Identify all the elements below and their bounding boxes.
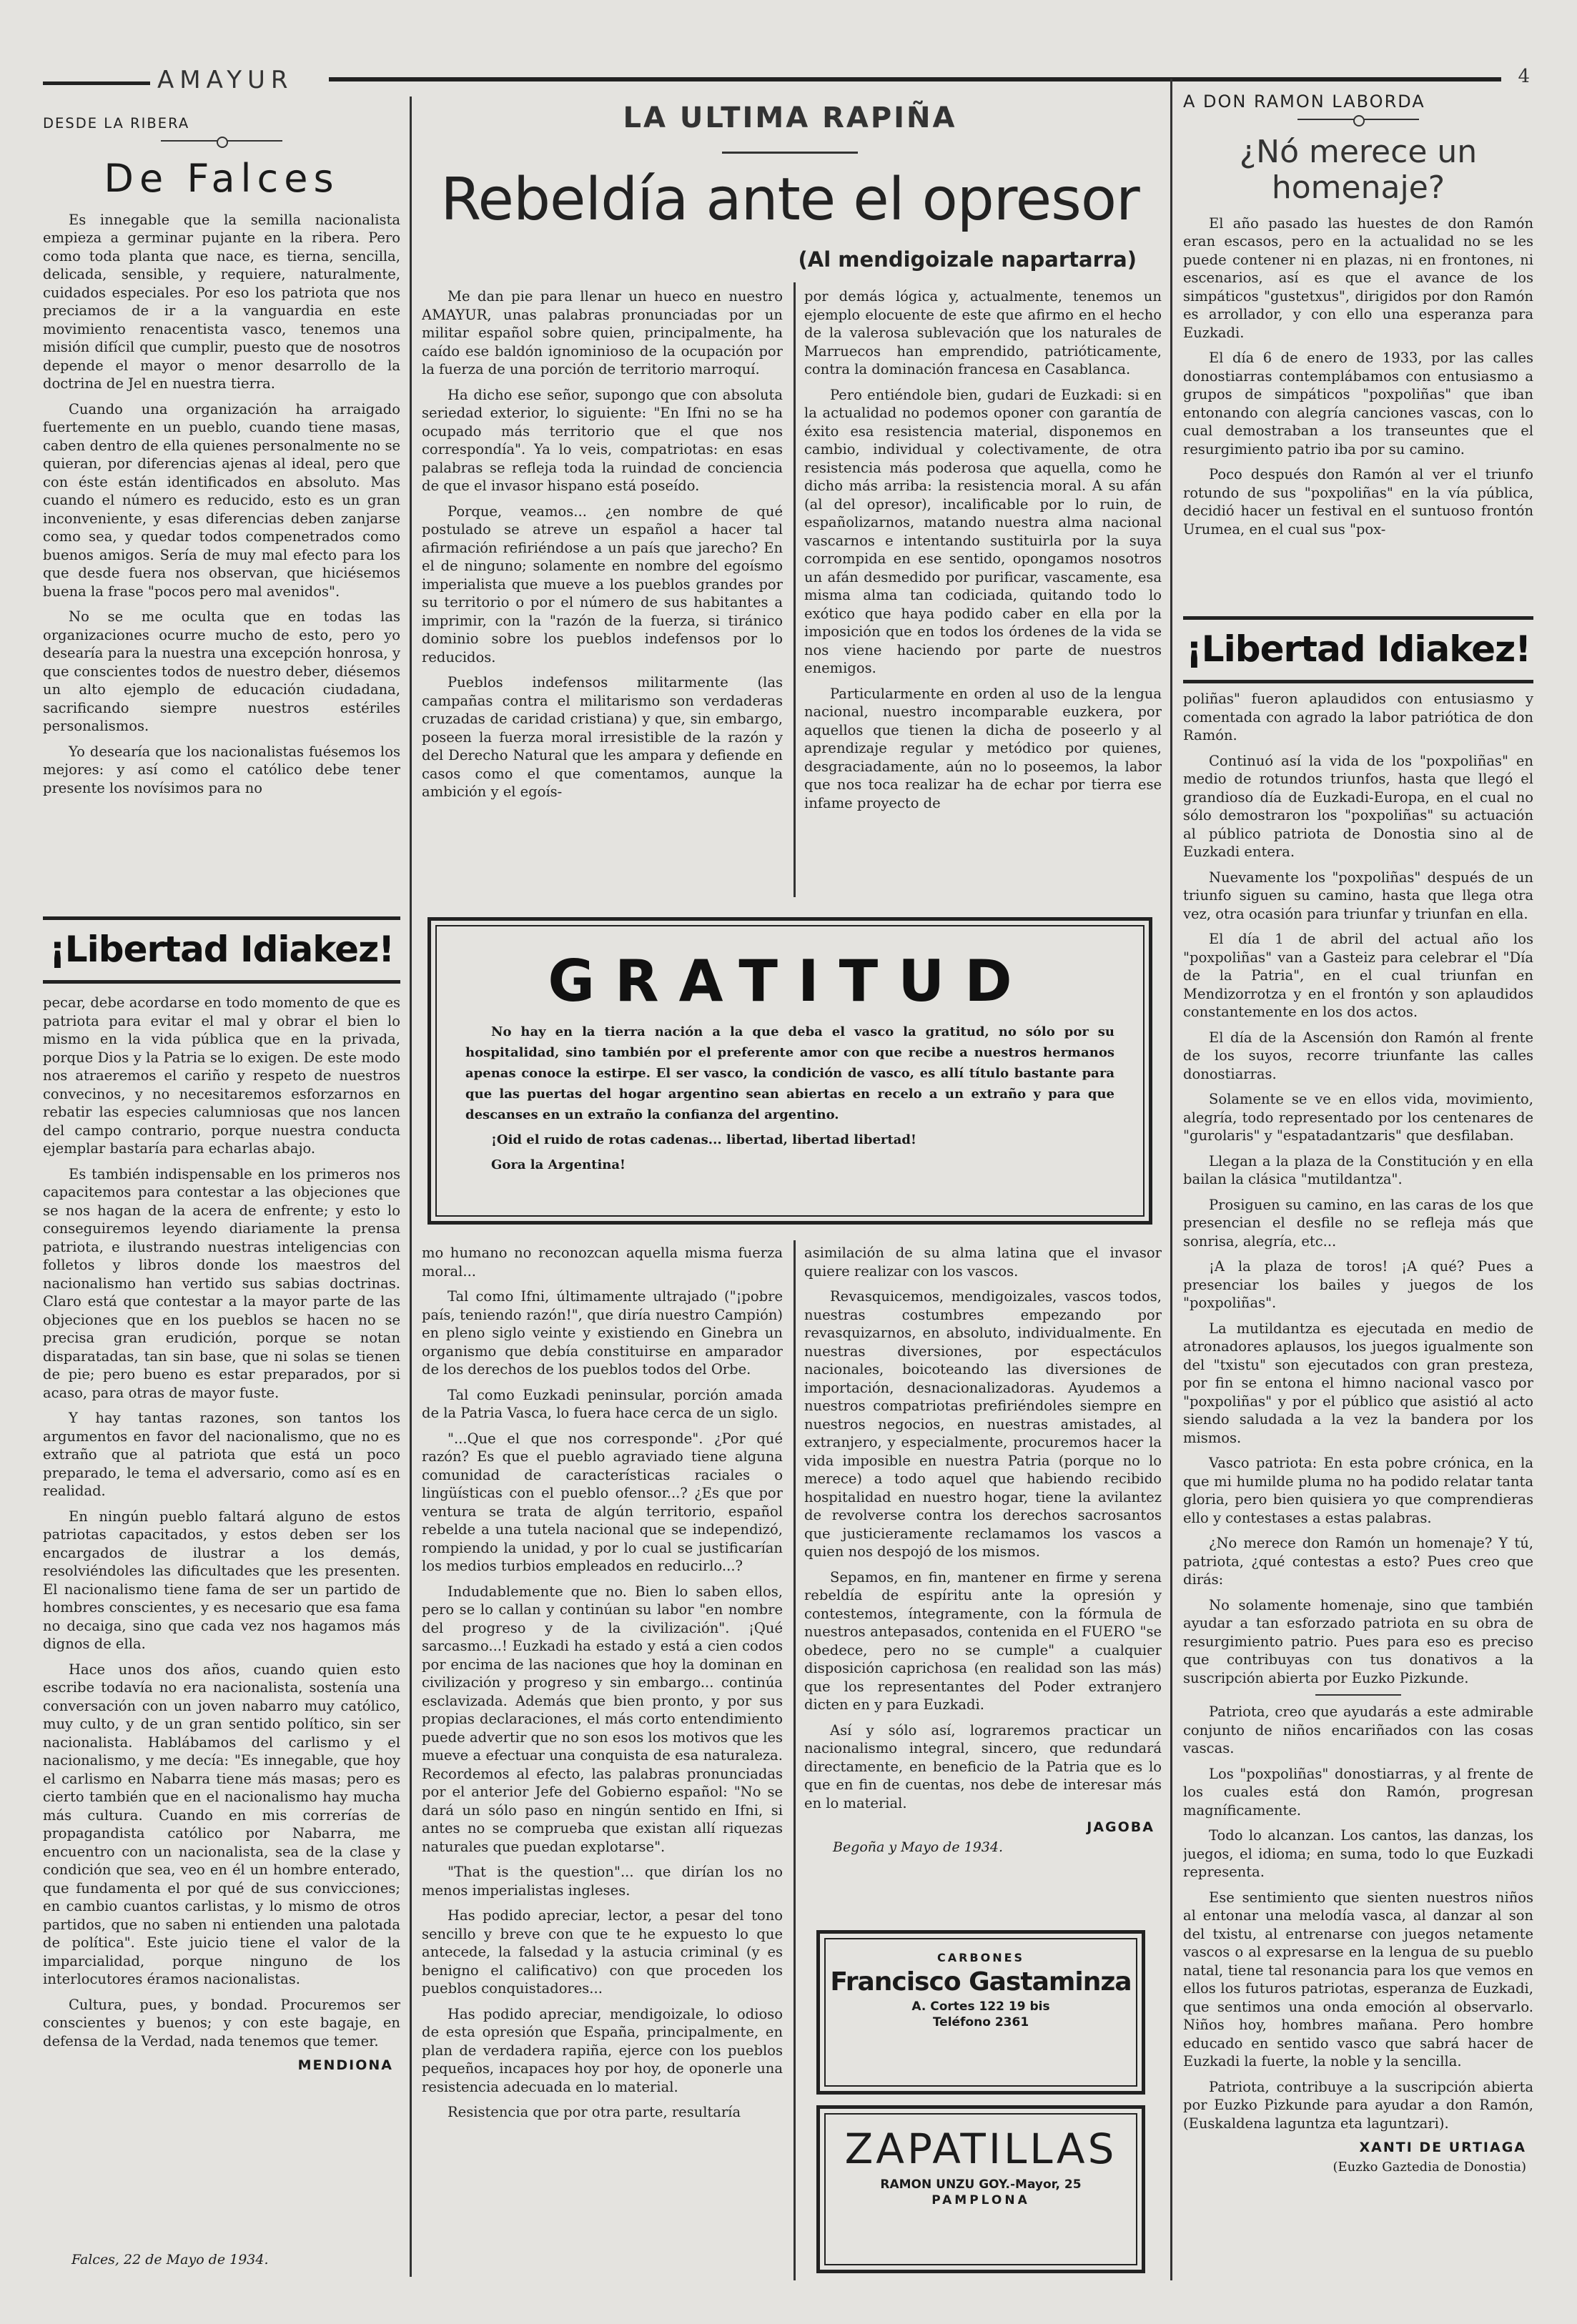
column-rule-1 — [410, 97, 412, 2277]
ad-zapatillas-city: PAMPLONA — [931, 2193, 1030, 2207]
center-kicker-rule — [722, 152, 858, 154]
ad-carbones-frame — [824, 1938, 1137, 2087]
ad-zapatillas-title: ZAPATILLAS — [844, 2125, 1117, 2173]
paragraph: ¡A la plaza de toros! ¡A qué? Pues a presenciar los bailes y juegos de los "poxpoliñas". — [1183, 1258, 1533, 1311]
paragraph: Ha dicho ese señor, supongo que con absoluta seriedad exterior, lo siguiente: "En Ifni no se ha ocupado más territorio que el que nos correspondía". Ya lo veis, compatriotas: en esas palabras se refleja toda la ruindad de conciencia de que el invasor hispano está poseído. — [422, 386, 783, 494]
center-title: Rebeldía ante el opresor — [440, 166, 1140, 234]
paragraph: Así y sólo así, lograremos practicar un nacionalismo integral, sincero, que redundará directamente, en beneficio de la Patria que es lo que en fin de cuentas, nos debe de interesar más en lo material. — [804, 1721, 1162, 1811]
paragraph: Revasquicemos, mendigoizales, vascos todos, nuestras costumbres empezando por revasquizarnos, en absoluto, individualmente. En nuestras diversiones, por espectáculos nacionales, boicoteando las diversiones de importación, desnacionalizadoras. Ayudemos a nuestros compatriotas prefiriéndoles siempre en nuestros negocios, en nuestras amistades, al extranjero, y especialmente, procuremos hacer la vida imposible en nuestra Patria (porque no lo merece) a todo aquel que habiendo recibido hospitalidad en nuestro hogar, tiene la avilantez de revolverse contra los derechos sacrosantos que justicieramente reclamamos los vascos a quien nos despojó de los mismos. — [804, 1288, 1162, 1560]
article-kicker: A DON RAMON LABORDA — [1183, 93, 1425, 112]
center-left-top — [422, 287, 783, 902]
paragraph: El año pasado las huestes de don Ramón eran escasos, pero en la actualidad no se les puede contener ni en plazas, ni en frontones, ni escenarios, así es que el avance de los simpáticos "gustetxus", dirigidos por don Ramón es arrollador, y con ello una esperanza para Euzkadi. — [1183, 214, 1533, 341]
paragraph: poliñas" fueron aplaudidos con entusiasmo y comentada con agrado la labor patriótica de don Ramón. — [1183, 691, 1533, 743]
paragraph: ¿No merece don Ramón un homenaje? Y tú, patriota, ¿qué contestas a esto? Pues creo que dirás: — [1183, 1535, 1533, 1588]
paragraph: No se me oculta que en todas las organizaciones ocurre mucho de esto, pero yo desearía para la nuestra una excepción honrosa, y que conscientes todos de nuestro deber, diésemos un alto ejemplo de educación ciudadana, sacrificando siempre nuestros estériles personalismos. — [43, 608, 400, 734]
paragraph: Patriota, contribuye a la suscripción abierta por Euzko Pizkunde para ayudar a don Ramón, (Euskaldena laguntza eta laguntzari). — [1183, 2078, 1533, 2132]
center-right-top — [804, 287, 1162, 902]
paragraph: Pero entiéndole bien, gudari de Euzkadi: si en la actualidad no podemos oponer con garantía de éxito esa resistencia material, disponemos en cambio, individual y colectivamente, de otra resistencia más poderosa que aquella, como he dicho más arriba: la resistencia moral. A su afán (al del opresor), incalificable por lo ruin, de españolizarnos, matando nuestra alma nacional vascarnos e intentando sustituirla por la suya corrompida en ese sentido, opongamos nosotros un afán desmedido por purificar, vascamente, esa misma alma tan codiciada, quitando todo lo exótico que haya podido caber en ella por la imposición que en todos los órdenes de la vida se nos viene haciendo por parte de nuestros enemigos. — [804, 386, 1162, 676]
article-title: ¿Nó merece un homenaje? — [1239, 133, 1478, 206]
ad-zapatillas-frame — [824, 2113, 1137, 2265]
paragraph: No hay en la tierra nación a la que deba el vasco la gratitud, no sólo por su hospitalidad, sino también por el preferente amor con que recibe a nuestros hermanos apenas conoce la estirpe. El ser vasco, la condición de vasco, es allí título bastante para que las puertas del hogar argentino sean abiertas en recelo a un extraño y para que descanses en un extraño la confianza del argentino. — [465, 1024, 1114, 1122]
column-rule-center-top — [794, 282, 796, 897]
paragraph: mo humano no reconozcan aquella misma fuerza moral... — [422, 1245, 783, 1280]
paragraph: "That is the question"... que dirían los no menos imperialistas ingleses. — [422, 1864, 783, 1899]
ad-zapatillas-box — [816, 2105, 1145, 2273]
paragraph: asimilación de su alma latina que el invasor quiere realizar con los vascos. — [804, 1245, 1162, 1280]
paragraph: Prosiguen su camino, en las caras de los que presencian el desfile no se refleja más que sonrisa, alegría, etc... — [1183, 1196, 1533, 1250]
paragraph: Cultura, pues, y bondad. Procuremos ser conscientes y buenos; y con este bagaje, en defensa de la Verdad, nada tenemos que temer. — [43, 1996, 400, 2049]
ornament-divider — [161, 140, 282, 147]
banner-libertad-idiakez-right: ¡Libertad Idiakez! — [1183, 616, 1533, 683]
paragraph: por demás lógica y, actualmente, tenemos un ejemplo elocuente de este que afirmo en el hecho de la valerosa sublevación que los naturales de Marruecos han emprendido, patrióticamente, contra la dominación francesa en Casablanca. — [804, 288, 1162, 377]
paragraph: Tal como Ifni, últimamente ultrajado ("¡pobre país, teniendo razón!", que diría nuestro Campión) en pleno siglo veinte y existiendo en Ginebra un organismo que debía constituirse en amparador de los derechos de los pueblos todos del Orbe. — [422, 1288, 783, 1378]
paragraph: Continuó así la vida de los "poxpoliñas" en medio de rotundos triunfos, hasta que llegó el grandioso día de Euzkadi-Europa, en el cual no sólo demostraron los "poxpoliñas" su actuación al público patriota de Donostia sino al de Euzkadi entera. — [1183, 752, 1533, 860]
gratitud-box — [427, 917, 1152, 1225]
paragraph: "...Que el que nos corresponde". ¿Por qué razón? Es que el pueblo agraviado tiene alguna comunidad de características raciales o lingüísticas con el pueblo ofensor...? ¿Es que por ventura se trata de algún territorio, español rebelde a una tutela nacional que se independizó, rompiendo la unidad, y por lo cual se justificarían los medios turbios empleados en reducirlo...? — [422, 1430, 783, 1574]
paragraph: ¡Oid el ruido de rotas cadenas... libertad, libertad libertad! — [491, 1132, 916, 1147]
signature: JAGOBA — [1087, 1819, 1155, 1835]
page-number: 4 — [1518, 66, 1530, 87]
signature: XANTI DE URTIAGA — [1359, 2140, 1526, 2155]
center-right-bottom — [804, 1244, 1162, 1887]
paragraph: Hace unos dos años, cuando quien esto escribe todavía no era nacionalista, sostenía una conversación con un joven nabarro muy católico, muy culto, y de un gran sentido político, sin ser nacionalista. Hablábamos del carlismo y el nacionalismo, y me decía: "Es innegable, que hoy el carlismo en Nabarra tiene más masas; pero es cierto también que en el nacionalismo hay mucha más cultura. Cuando en mis correrías de propagandista católico por Nabarra, me encuentro con un nacionalista, sea de la clase y condición que sea, veo en él un hombre enterado, que fundamenta el por qué de sus convicciones; en cambio cuantos carlistas, y lo mismo de otros partidos, que no saben ni entienden una palotada de política". Este juicio tiene el valor de la imparcialidad, porque ninguno de los interlocutores éramos nacionalistas. — [43, 1661, 400, 1987]
paragraph: Has podido apreciar, lector, a pesar del tono sencillo y breve con que te he expuesto lo que antecede, la falsedad y la astucia criminal (y es benigno el calificativo) con que proceden los pueblos conquistadores... — [422, 1907, 783, 1997]
place-date: Begoña y Mayo de 1934. — [833, 1839, 1004, 1855]
paragraph: Y hay tantas razones, son tantos los argumentos en favor del nacionalismo, que no es extraño que al patriota que está un poco preparado, le tema el adversario, como así es en realidad. — [43, 1410, 400, 1499]
paragraph: La mutildantza es ejecutada en medio de atronadores aplausos, los juegos igualmente son del "txistu" son ejecutados con gran presteza, por fin se entona el himno nacional vasco por "poxpoliñas" y por el público que asistió al acto siendo saludada a la vez la bandera por los mismos. — [1183, 1320, 1533, 1446]
paragraph: El día 6 de enero de 1933, por las calles donostiarras contemplábamos con entusiasmo a grupos de simpáticos "poxpoliñas" que iban entonando con alegría canciones vascas, con lo cual demostraban a los transeuntes que el resurgimiento patrio iba por su camino. — [1183, 350, 1533, 458]
ad-zapatillas-address: RAMON UNZU GOY.-Mayor, 25 — [880, 2177, 1082, 2192]
masthead — [43, 66, 1530, 94]
paragraph: Ese sentimiento que sienten nuestros niños al entonar una melodía vasca, al danzar al son del txistu, al entrenarse con juegos netamente vascos o al expresarse en la lengua de su pueblo natal, tiene tal resonancia para los que vemos en ellos los futuros patriotas, esperanza de Euzkadi, que sentimos una onda emoción al observarlo. Niños hoy, hombres mañana. Pero hombre educado en sentido vasco que sabrá hacer de Euzkadi la fuerte, la noble y la sencilla. — [1183, 1889, 1533, 2070]
masthead-rule-right — [329, 77, 1501, 81]
paragraph: Pueblos indefensos militarmente (las campañas contra el militarismo son verdaderas cruzadas de caridad cristiana) y que, sin embargo, poseen la fuerza moral irresistible de la razón y del Derecho Natural que les ampara y defiende en casos como el que comentamos, aunque la ambición y el egoís- — [422, 674, 783, 800]
affiliation: (Euzko Gaztedia de Donostia) — [1333, 2160, 1526, 2175]
paragraph: En ningún pueblo faltará alguno de estos patriotas capacitados, y estos deben ser los encargados de ilustrar a los demás, resolviéndoles las dificultades que les presenten. El nacionalismo tiene fama de ser un partido de hombres conscientes, y es necesario que esa fama no decaiga, sino que cada vez nos hagamos más dignos de ella. — [43, 1508, 400, 1652]
paragraph: Es innegable que la semilla nacionalista empieza a germinar pujante en la ribera. Pero como toda planta que nace, es tierna, sencilla, delicada, sensible, y requiere, naturalmente, cuidados especiales. Por eso los patriota que nos preciamos de ir a la vanguardia en este movimiento renacentista vasco, tenemos una misión difícil que cumplir, puesto que de nosotros depende el mayor o menor desarrollo de la doctrina de Jel en nuestra tierra. — [43, 211, 400, 392]
article-de-falces-top — [43, 114, 400, 901]
paragraph: Sepamos, en fin, mantener en firme y serena rebeldía de espíritu ante la opresión y contestemos, íntegramente, con la fórmula de nuestros antepasados, contenida en el FUERO "se obedece, pero no se cumple" a cualquier disposición caprichosa (en realidad son las más) que los representantes del Poder extranjero dicten en y para Euzkadi. — [804, 1568, 1162, 1713]
center-subtitle: (Al mendigoizale napartarra) — [798, 247, 1137, 272]
paragraph: Los "poxpoliñas" donostiarras, y al frente de los cuales está don Ramón, progresan magníficamente. — [1183, 1765, 1533, 1819]
paragraph: Me dan pie para llenar un hueco en nuestro AMAYUR, unas palabras pronunciadas por un militar español sobre quien, principalmente, ha caído ese baldón ignominioso de la ocupación por la fuerza de una porción de territorio marroquí. — [422, 288, 783, 377]
paragraph: Resistencia que por otra parte, resultaría — [448, 2104, 741, 2120]
signature: MENDIONA — [297, 2057, 393, 2073]
paragraph: Has podido apreciar, mendigoizale, lo odioso de esta opresión que España, principalmente, en plan de verdadera rapiña, ejerce con los pueblos pequeños, incapaces hoy por hoy, de oponerle una resistencia adecuada en lo material. — [422, 2005, 783, 2095]
article-homenaje-top — [1183, 93, 1533, 615]
gratitud-text — [437, 1022, 1143, 1175]
paragraph: El día de la Ascensión don Ramón al frente de los suyos, recorre triunfante las calles donostiarras. — [1183, 1029, 1533, 1082]
paragraph: Patriota, creo que ayudarás a este admirable conjunto de niños encariñados con las cosas vascas. — [1183, 1704, 1533, 1756]
paragraph: Vasco patriota: En esta pobre crónica, en la que mi humilde pluma no ha podido relatar tanta gloria, pero bien quisiera yo que comprendieras ello y contestases a estas palabras. — [1183, 1455, 1533, 1526]
paragraph: Gora la Argentina! — [491, 1157, 626, 1172]
ad-carbones-address: A. Cortes 122 19 bis — [911, 1999, 1050, 2014]
article-title: De Falces — [104, 155, 340, 201]
paragraph: Es también indispensable en los primeros nos capacitemos para contestar a las objeciones que se nos hagan de la acera de enfrente; y esto lo conseguiremos leyendo diariamente la prensa patriota, e ilustrando nuestras inteligencias con folletos y libros donde los maestros del nacionalismo han vertido sus sabias doctrinas. Claro está que contestar a la mayor parte de las objeciones que en los pueblos se hacen no se precisa gran erudición, porque se notan disparatadas, tan sin base, que ni solas se tienen de pie; pero bueno es estar preparados, por si acaso, para otras de mayor fuste. — [43, 1165, 400, 1401]
paragraph: Poco después don Ramón al ver el triunfo rotundo de sus "poxpoliñas" en la vía pública, decidió hacer un festival en el suntuoso frontón Urumea, en el cual sus "pox- — [1183, 466, 1533, 538]
gratitud-inner-frame — [435, 925, 1145, 1217]
paragraph: El día 1 de abril del actual año los "poxpoliñas" van a Gasteiz para celebrar el "Día de la Patria", en el cual triunfan en Mendizorrotza y en el frontón y son aplaudidos constantemente en los dos actos. — [1183, 931, 1533, 1020]
paragraph: pecar, debe acordarse en todo momento de que es patriota para evitar el mal y obrar el bien lo mismo en la vida pública que en la privada, porque Dios y la Patria se lo exigen. De este modo nos atraeremos el cariño y respeto de nuestros convecinos, y no necesitaremos esforzarnos en rebatir las especies calumniosas que nos lancen del campo contrario, porque nuestra conducta ejemplar bastaría para echarlas abajo. — [43, 994, 400, 1157]
article-kicker: DESDE LA RIBERA — [43, 115, 190, 132]
gratitud-title: GRATITUD — [548, 948, 1032, 1014]
paragraph: Yo desearía que los nacionalistas fuésemos los mejores: y así como el católico debe tener presente los novísimos para no — [43, 743, 400, 796]
ornament-divider — [1297, 119, 1419, 126]
banner-libertad-idiakez-left: ¡Libertad Idiakez! — [43, 916, 400, 984]
place-date: Falces, 22 de Mayo de 1934. — [71, 2252, 269, 2268]
center-left-bottom — [422, 1244, 783, 2288]
paragraph: Cuando una organización ha arraigado fuertemente en un pueblo, cuando tiene masas, caben dentro de ella quienes personalmente no se quieran, por diferencias ajenas al ideal, pero que con éste están identificados en absoluto. Mas cuando el número es reducido, esto es un gran inconveniente, y esas diferencias deben zanjarse como sea, y quedar todos compenetrados como buenos amigos. Sería de muy mal efecto para los que desde fuera nos observan, que hiciésemos buena la frase "pocos pero mal avenidos". — [43, 400, 400, 600]
paragraph: Particularmente en orden al uso de la lengua nacional, nuestro incomparable euzkera, por aquellos que tienen la dicha de poseerlo y al aprendizaje regular y metódico por quienes, desgraciadamente, aún no lo poseemos, la labor que nos toca realizar ha de echar por tierra ese infame proyecto de — [804, 685, 1162, 811]
masthead-name: AMAYUR — [157, 66, 294, 94]
column-rule-center-bottom — [794, 1240, 796, 2280]
ad-carbones-phone: Teléfono 2361 — [932, 2015, 1029, 2029]
ad-carbones-box — [816, 1930, 1145, 2095]
article-homenaje-bottom — [1183, 690, 1533, 2255]
paragraph: Todo lo alcanzan. Los cantos, las danzas, los juegos, el idioma; en suma, todo lo que Euzkadi representa. — [1183, 1827, 1533, 1880]
paragraph: Nuevamente los "poxpoliñas" después de un triunfo siguen su camino, hasta que llega otra vez, otra ocasión para triunfar y triunfan en ella. — [1183, 869, 1533, 922]
column-rule-2 — [1170, 79, 1172, 2280]
paragraph: Porque, veamos... ¿en nombre de qué postulado se atreve un español a hacer tal afirmación refiriéndose a un país que jarecho? En el de ninguno; solamente en nombre del egoísmo imperialista que mueve a los pueblos grandes por su territorio o por el número de sus habitantes a imprimir, con la "razón de la fuerza, si tiránico dominio sobre los pueblos indefensos por lo reducidos. — [422, 503, 783, 666]
masthead-rule-left — [43, 81, 150, 85]
ad-carbones-category: CARBONES — [936, 1951, 1025, 1964]
article-de-falces-bottom — [43, 994, 400, 2252]
paragraph: Solamente se ve en ellos vida, movimiento, alegría, todo representado por los centenares de "gurolaris" y "espatadantzaris" que desfilaban. — [1183, 1091, 1533, 1144]
center-kicker: LA ULTIMA RAPIÑA — [623, 102, 957, 134]
ad-carbones-name: Francisco Gastaminza — [830, 1967, 1132, 1997]
separator — [1315, 1694, 1401, 1696]
paragraph: No solamente homenaje, sino que también ayudar a tan esforzado patriota en su obra de resurgimiento patrio. Pues para eso es preciso que contribuyas con tus donativos a la suscripción abierta por Euzko Pizkunde. — [1183, 1596, 1533, 1686]
paragraph: Llegan a la plaza de la Constitución y en ella bailan la clásica "mutildantza". — [1183, 1152, 1533, 1187]
paragraph: Tal como Euzkadi peninsular, porción amada de la Patria Vasca, lo fuera hace cerca de un siglo. — [422, 1386, 783, 1421]
paragraph: Indudablemente que no. Bien lo saben ellos, pero se lo callan y continúan su labor "en nombre del progreso y de la civilización". ¡Qué sarcasmo...! Euzkadi ha estado y está a cien codos por encima de las naciones que hoy la dominan en civilización y progreso y sin embargo... continúa esclavizada. Además que bien pronto, y por sus propias declaraciones, el más corto entendimiento puede advertir que no son esos los motivos que les mueve a efectuar una conquista de esa naturaleza. Recordemos al efecto, las palabras pronunciadas por el anterior Jefe del Gobierno español: "No se dará un sólo paso en ningún sentido en Ifni, si antes no se comprueba que existan allí riquezas naturales que puedan explotarse". — [422, 1583, 783, 1855]
